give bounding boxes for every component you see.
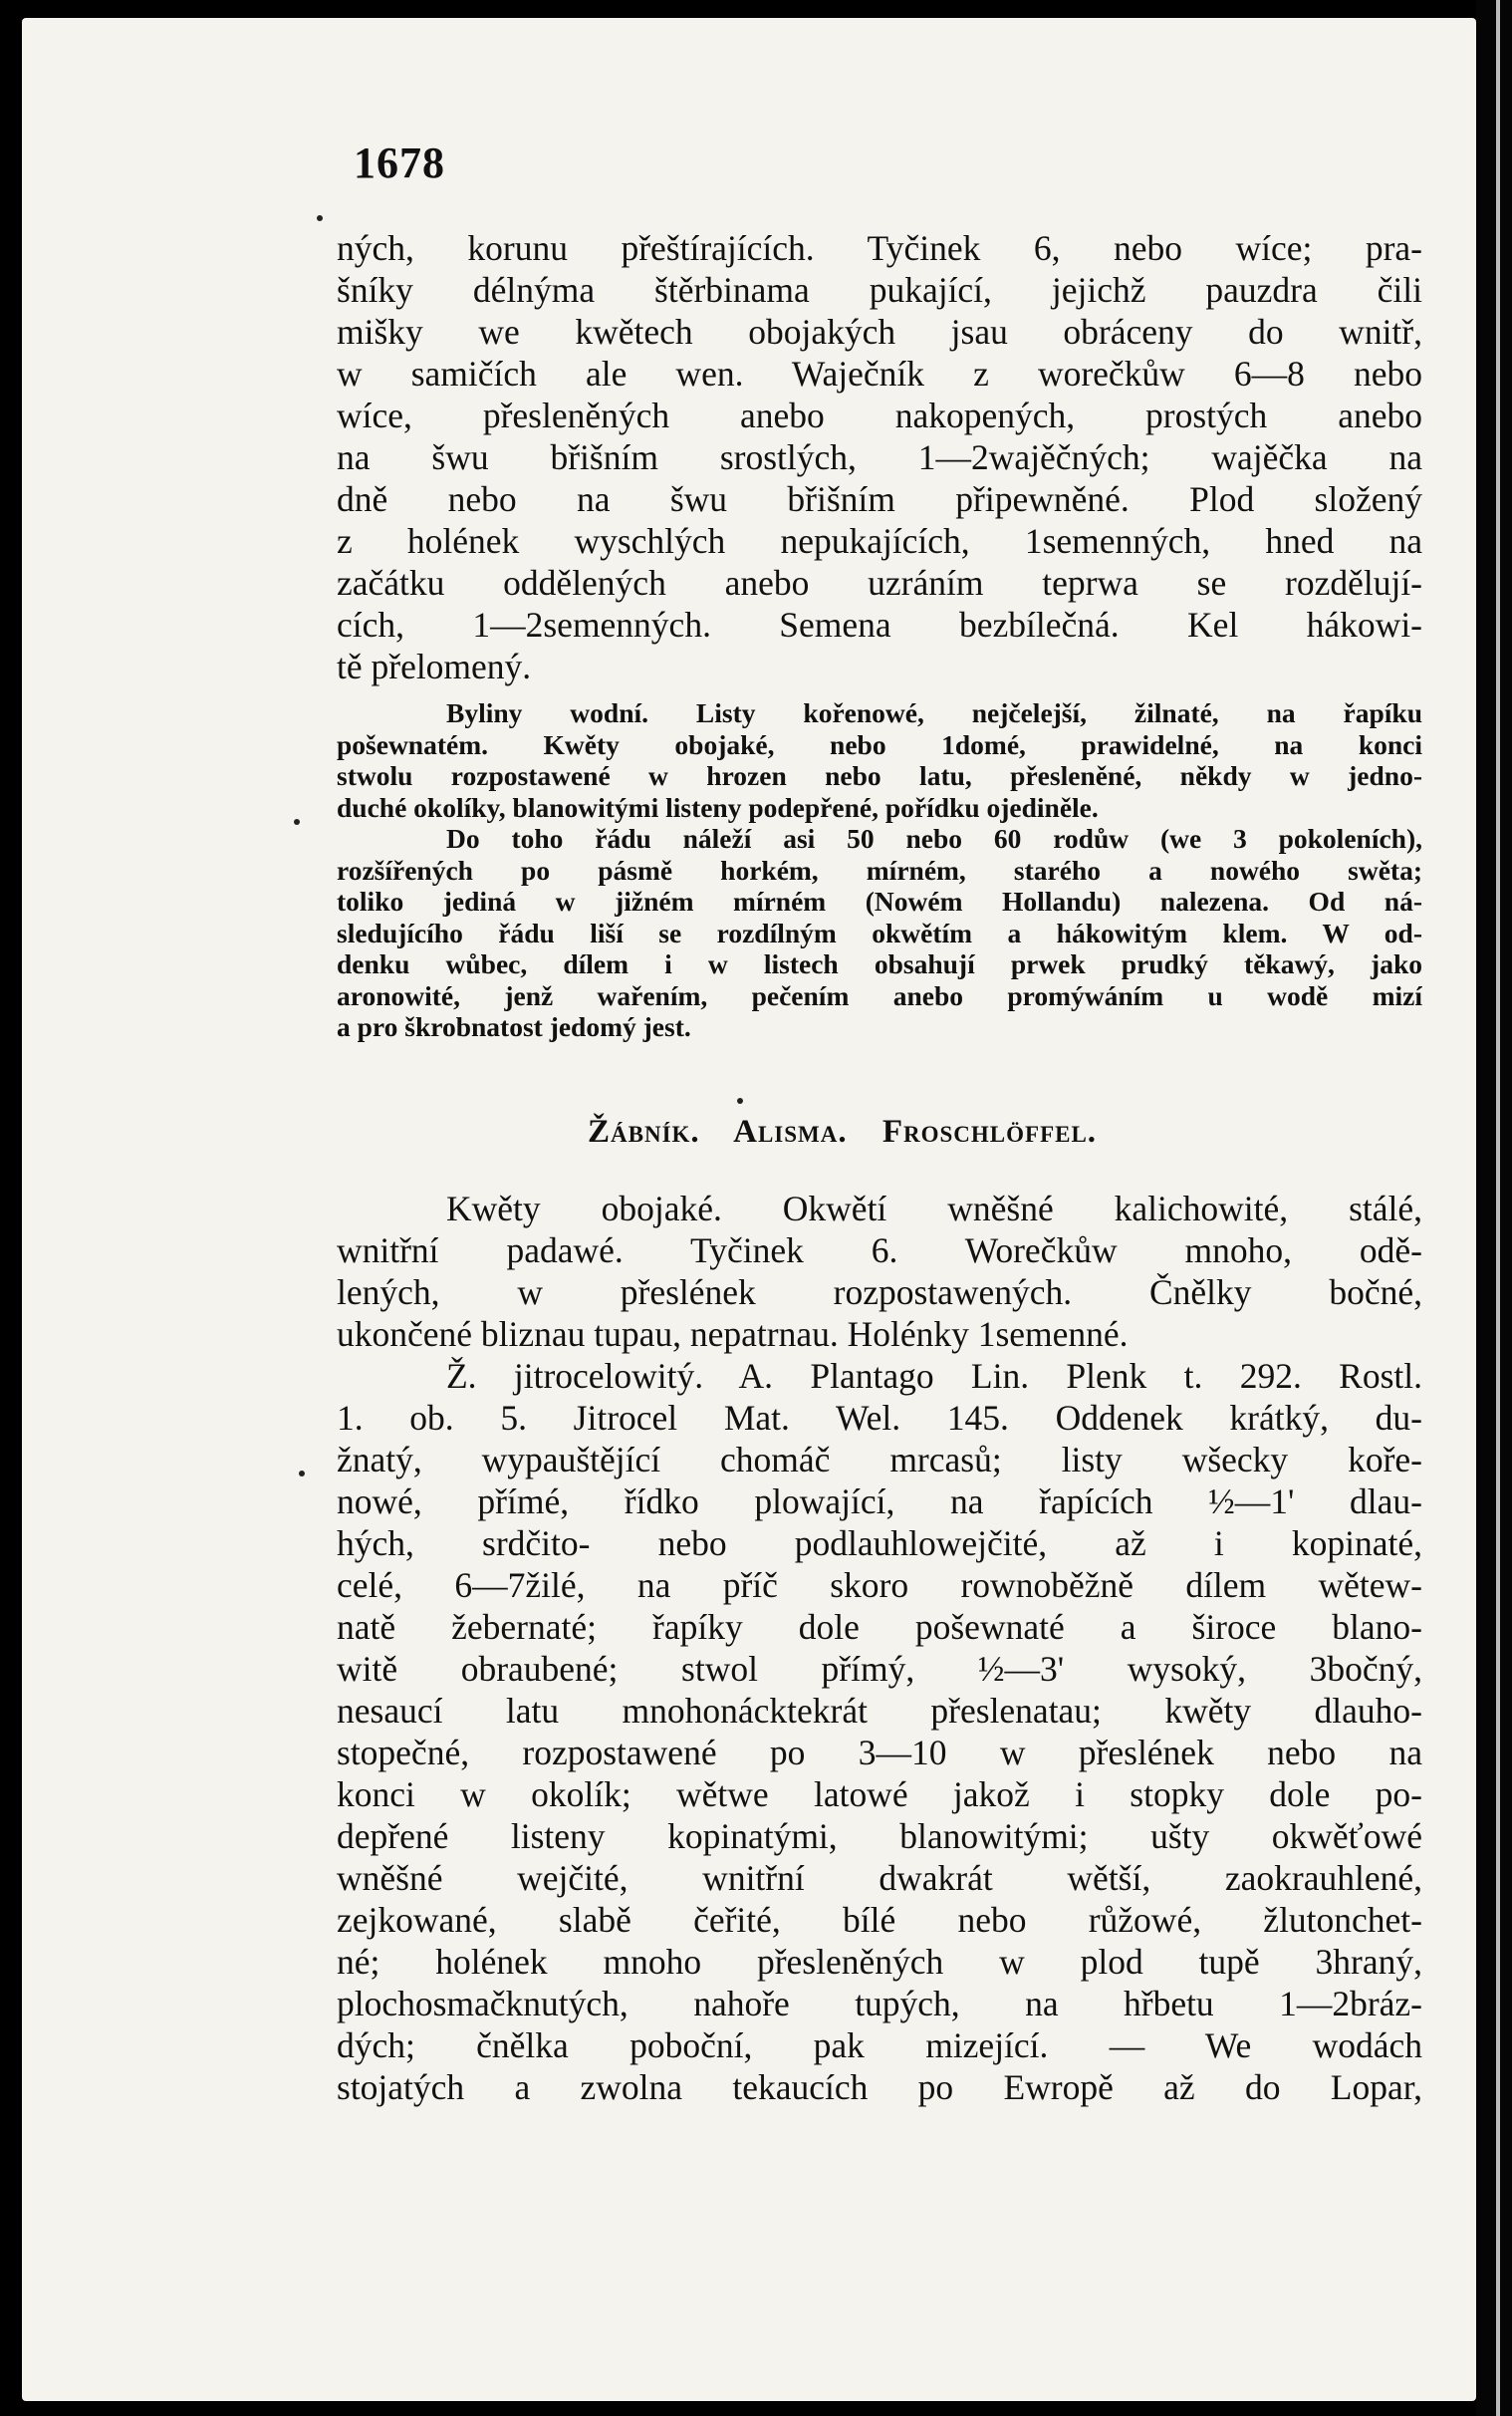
page-number: 1678 — [354, 138, 445, 187]
text-line: hých, srdčito- nebo podlauhlowejčité, až i kopinaté, — [337, 1523, 1422, 1563]
text-line: na šwu břišním srostlých, 1—2wajěčných; wajěčka na — [337, 437, 1422, 477]
ink-speck — [294, 819, 300, 825]
text-line: Do toho řádu náleží asi 50 nebo 60 rodůw (we 3 pokoleních), — [446, 823, 1422, 854]
text-line: wnitřní padawé. Tyčinek 6. Worečkůw mnoho, odě- — [337, 1230, 1422, 1270]
text-line: žnatý, wypauštějící chomáč mrcasů; listy wšecky koře- — [337, 1440, 1422, 1479]
genus-heading — [588, 1114, 1205, 1151]
text-line: plochosmačknutých, nahoře tupých, na hřbetu 1—2bráz- — [337, 1984, 1422, 2023]
text-line: duché okolíky, blanowitými listeny podepřené, pořídku ojediněle. — [337, 791, 1099, 823]
species-description-paragraph — [337, 1355, 1422, 2108]
text-line: začátku oddělených anebo uzráním teprwa se rozdělují- — [337, 563, 1422, 603]
text-line: dně nebo na šwu břišním připewněné. Plod složený — [337, 479, 1422, 519]
text-line: toliko jediná w jižném mírném (Nowém Hollandu) nalezena. Od ná- — [337, 886, 1422, 917]
text-line: depřené listeny kopinatými, blanowitými; ušty okwěťowé — [337, 1816, 1422, 1856]
text-line: mišky we kwětech obojakých jsau obráceny do wnitř, — [337, 312, 1422, 352]
text-line: ukončené bliznau tupau, nepatrnau. Holénky 1semenné. — [337, 1314, 1129, 1354]
text-line: dých; čnělka poboční, pak mizející. — We wodách — [337, 2025, 1422, 2065]
scan-right-edge-line — [1496, 0, 1500, 2416]
ink-speck — [299, 1471, 305, 1476]
genus-heading-latin: Alisma. — [733, 1114, 848, 1150]
text-line: zejkowané, slabě čeřité, bílé nebo růžowé, žlutonchet- — [337, 1900, 1422, 1940]
text-line: lených, w přeslének rozpostawených. Čnělky bočné, — [337, 1272, 1422, 1312]
text-line: wněšné wejčité, wnitřní dwakrát wětší, zaokrauhlené, — [337, 1858, 1422, 1898]
text-line: aronowité, jenž wařením, pečením anebo promýwáním u wodě mizí — [337, 979, 1422, 1011]
text-line: stopečné, rozpostawené po 3—10 w přeslének nebo na — [337, 1733, 1422, 1772]
text-line: z holének wyschlých nepukajících, 1semenných, hned na — [337, 521, 1422, 561]
text-line: Ž. jitrocelowitý. A. Plantago Lin. Plenk t. 292. Rostl. — [446, 1356, 1422, 1396]
text-line: denku wůbec, dílem i w listech obsahují prwek prudký těkawý, jako — [337, 948, 1422, 979]
text-line: cích, 1—2semenných. Semena bezbílečná. Kel hákowi- — [337, 605, 1422, 645]
text-line: konci w okolík; wětwe latowé jakož i stopky dole po- — [337, 1774, 1422, 1814]
scan-right-edge — [1476, 0, 1512, 2416]
genus-description-paragraph — [337, 1188, 1422, 1355]
text-line: stojatých a zwolna tekaucích po Ewropě až do Lopar, — [337, 2067, 1422, 2107]
text-line: Kwěty obojaké. Okwětí wněšné kalichowité, stálé, — [446, 1189, 1422, 1228]
text-line: tě přelomený. — [337, 647, 532, 686]
order-description-paragraph — [337, 227, 1422, 687]
text-line: sledujícího řádu liší se rozdílným okwětím a hákowitým klem. W od- — [337, 917, 1422, 948]
text-line: stwolu rozpostawené w hrozen nebo latu, přesleněné, někdy w jedno- — [337, 760, 1422, 791]
text-line: Byliny wodní. Listy kořenowé, nejčelejší, žilnaté, na řapíku — [446, 697, 1422, 728]
text-line: celé, 6—7žilé, na příč skoro rownoběžně dílem wětew- — [337, 1565, 1422, 1605]
text-line: witě obraubené; stwol přímý, ½—3' wysoký, 3bočný, — [337, 1649, 1422, 1689]
text-line: né; holének mnoho přesleněných w plod tupě 3hraný, — [337, 1942, 1422, 1982]
text-line: 1. ob. 5. Jitrocel Mat. Wel. 145. Oddenek krátký, du- — [337, 1398, 1422, 1438]
ink-speck — [317, 215, 323, 221]
text-line: nowé, přímé, řídko plowající, na řapících ½—1' dlau- — [337, 1481, 1422, 1521]
ink-speck — [737, 1098, 743, 1104]
text-line: w samičích ale wen. Waječník z worečkůw 6—8 nebo — [337, 354, 1422, 394]
text-line: a pro škrobnatost jedomý jest. — [337, 1011, 691, 1042]
genus-heading-czech: Žábník. — [588, 1114, 700, 1150]
text-line: wíce, přesleněných anebo nakopených, prostých anebo — [337, 396, 1422, 435]
text-line: natě žebernaté; řapíky dole pošewnaté a široce blano- — [337, 1607, 1422, 1647]
text-line: rozšířených po pásmě horkém, mírném, starého a nowého swěta; — [337, 854, 1422, 886]
text-line: pošewnatém. Kwěty obojaké, nebo 1domé, prawidelné, na konci — [337, 728, 1422, 760]
order-notes-small-print — [337, 697, 1422, 1043]
text-line: nesaucí latu mnohonácktekrát přeslenatau; kwěty dlauho- — [337, 1691, 1422, 1731]
text-line: ných, korunu přeštírajících. Tyčinek 6, nebo wíce; pra- — [337, 228, 1422, 268]
text-line: šníky délnýma štěrbinama pukající, jejichž pauzdra čili — [337, 270, 1422, 310]
genus-heading-german: Froschlöffel. — [882, 1114, 1098, 1150]
